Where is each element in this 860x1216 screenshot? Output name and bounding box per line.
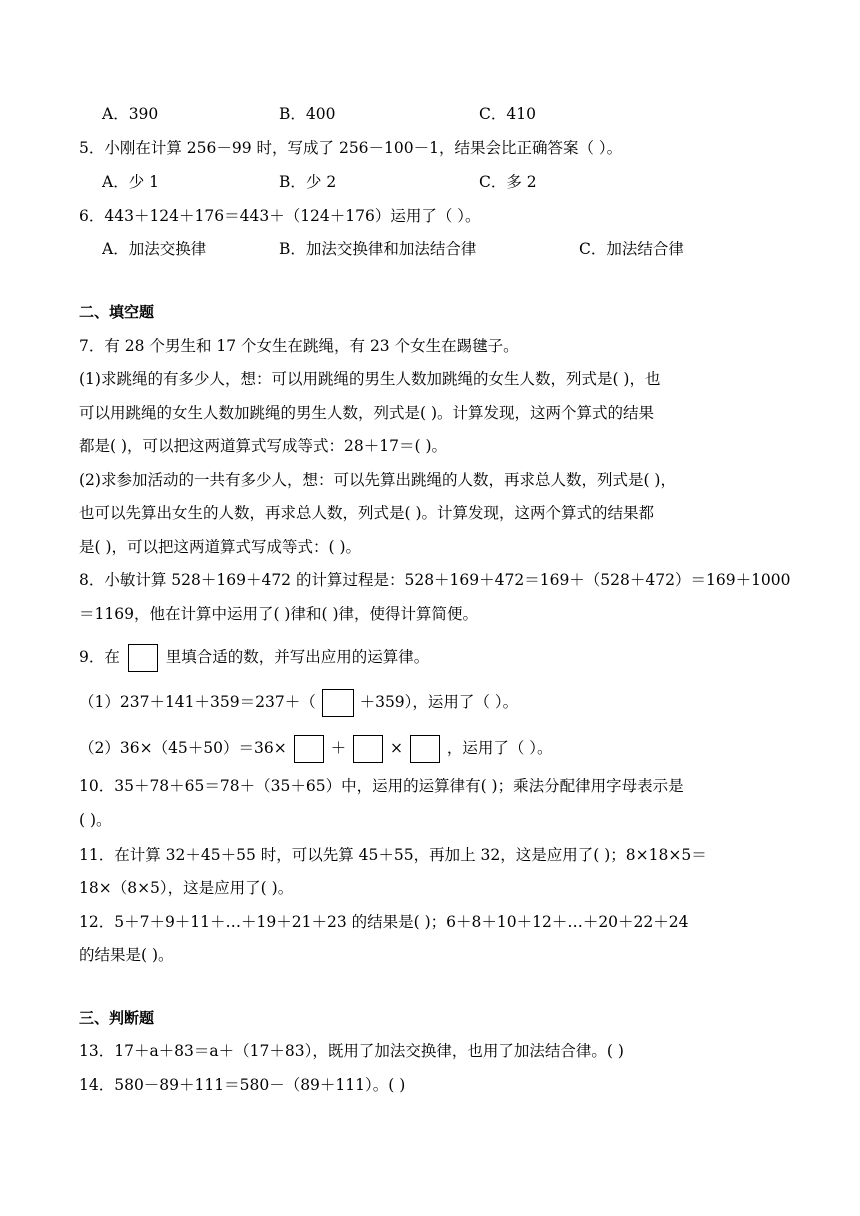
q5-option-c: C．多 2 — [479, 173, 537, 191]
q6-option-a: A．加法交换律 — [102, 240, 207, 258]
q6-option-c: C．加法结合律 — [579, 240, 684, 258]
q7-line-4: (2)求参加活动的一共有多少人，想：可以先算出跳绳的人数，再求总人数，列式是( )， — [79, 471, 676, 489]
q14-text: 14．580－89＋111＝580－（89＋111）。( ) — [79, 1076, 406, 1094]
q8-line-1: 8．小敏计算 528＋169＋472 的计算过程是：528＋169＋472＝169＋（528＋472）＝169＋1000 — [79, 571, 791, 589]
q9-sub2 — [79, 735, 553, 763]
q12-line-2: 的结果是( )。 — [79, 946, 174, 964]
q9-sub2-prefix: （2）36×（45＋50）＝36× — [79, 739, 287, 757]
q9-sub2-plus: ＋ — [330, 739, 347, 757]
q9-example-box — [128, 644, 158, 672]
q4-option-a: A．390 — [102, 105, 159, 123]
q8-line-2: ＝1169，他在计算中运用了( )律和( )律，使得计算简便。 — [79, 605, 478, 623]
q5-stem: 5．小刚在计算 256－99 时，写成了 256－100－1，结果会比正确答案（ ）。 — [79, 139, 623, 157]
q5-option-a: A．少 1 — [102, 173, 159, 191]
q10-line-1: 10．35＋78＋65＝78＋（35＋65）中，运用的运算律有( )；乘法分配律用字母表示是 — [79, 777, 684, 795]
q4-option-b: B．400 — [279, 105, 336, 123]
q9-prefix: 9．在 — [79, 648, 120, 666]
q6-option-b: B．加法交换律和加法结合律 — [279, 240, 477, 258]
q7-line-1: (1)求跳绳的有多少人，想：可以用跳绳的男生人数加跳绳的女生人数，列式是( )，也 — [79, 370, 661, 388]
q7-line-2: 可以用跳绳的女生人数加跳绳的男生人数，列式是( )。计算发现，这两个算式的结果 — [79, 404, 655, 422]
q9-sub2-answer-box-2[interactable] — [353, 735, 383, 763]
q11-line-1: 11．在计算 32＋45＋55 时，可以先算 45＋55，再加上 32，这是应用了( )；8×18×5＝ — [79, 846, 707, 864]
q7-line-5: 也可以先算出女生的人数，再求总人数，列式是( )。计算发现，这两个算式的结果都 — [79, 504, 655, 522]
q5-option-b: B．少 2 — [279, 173, 337, 191]
q12-line-1: 12．5＋7＋9＋11＋…＋19＋21＋23 的结果是( )；6＋8＋10＋12＋…＋20＋22＋24 — [79, 913, 689, 931]
q9-sub2-suffix: ，运用了（ ）。 — [446, 739, 553, 757]
q9-sub1-suffix: ＋359），运用了（ ）。 — [359, 693, 519, 711]
section-title-fill-blank: 二、填空题 — [79, 303, 155, 321]
section-title-judgement: 三、判断题 — [79, 1009, 155, 1027]
q13-text: 13．17＋a＋83＝a＋（17＋83），既用了加法交换律，也用了加法结合律。( ) — [79, 1042, 624, 1060]
q9-sub2-times: × — [390, 739, 403, 757]
q9-stem — [79, 644, 429, 672]
q9-sub1 — [79, 689, 518, 717]
q9-suffix: 里填合适的数，并写出应用的运算律。 — [165, 648, 430, 666]
q7-line-3: 都是( )，可以把这两道算式写成等式：28＋17＝( )。 — [79, 437, 447, 455]
q10-line-2: ( )。 — [79, 811, 112, 829]
q6-stem: 6．443＋124＋176＝443＋（124＋176）运用了（ ）。 — [79, 207, 481, 225]
q9-sub2-answer-box-1[interactable] — [294, 735, 324, 763]
q7-stem: 7．有 28 个男生和 17 个女生在跳绳，有 23 个女生在踢毽子。 — [79, 337, 519, 355]
q7-line-6: 是( )，可以把这两道算式写成等式：( )。 — [79, 538, 362, 556]
q9-sub1-answer-box[interactable] — [322, 689, 354, 717]
q9-sub1-prefix: （1）237＋141＋359＝237＋（ — [79, 693, 316, 711]
q9-sub2-answer-box-3[interactable] — [410, 735, 440, 763]
q4-option-c: C．410 — [479, 105, 536, 123]
q11-line-2: 18×（8×5），这是应用了( )。 — [79, 879, 294, 897]
